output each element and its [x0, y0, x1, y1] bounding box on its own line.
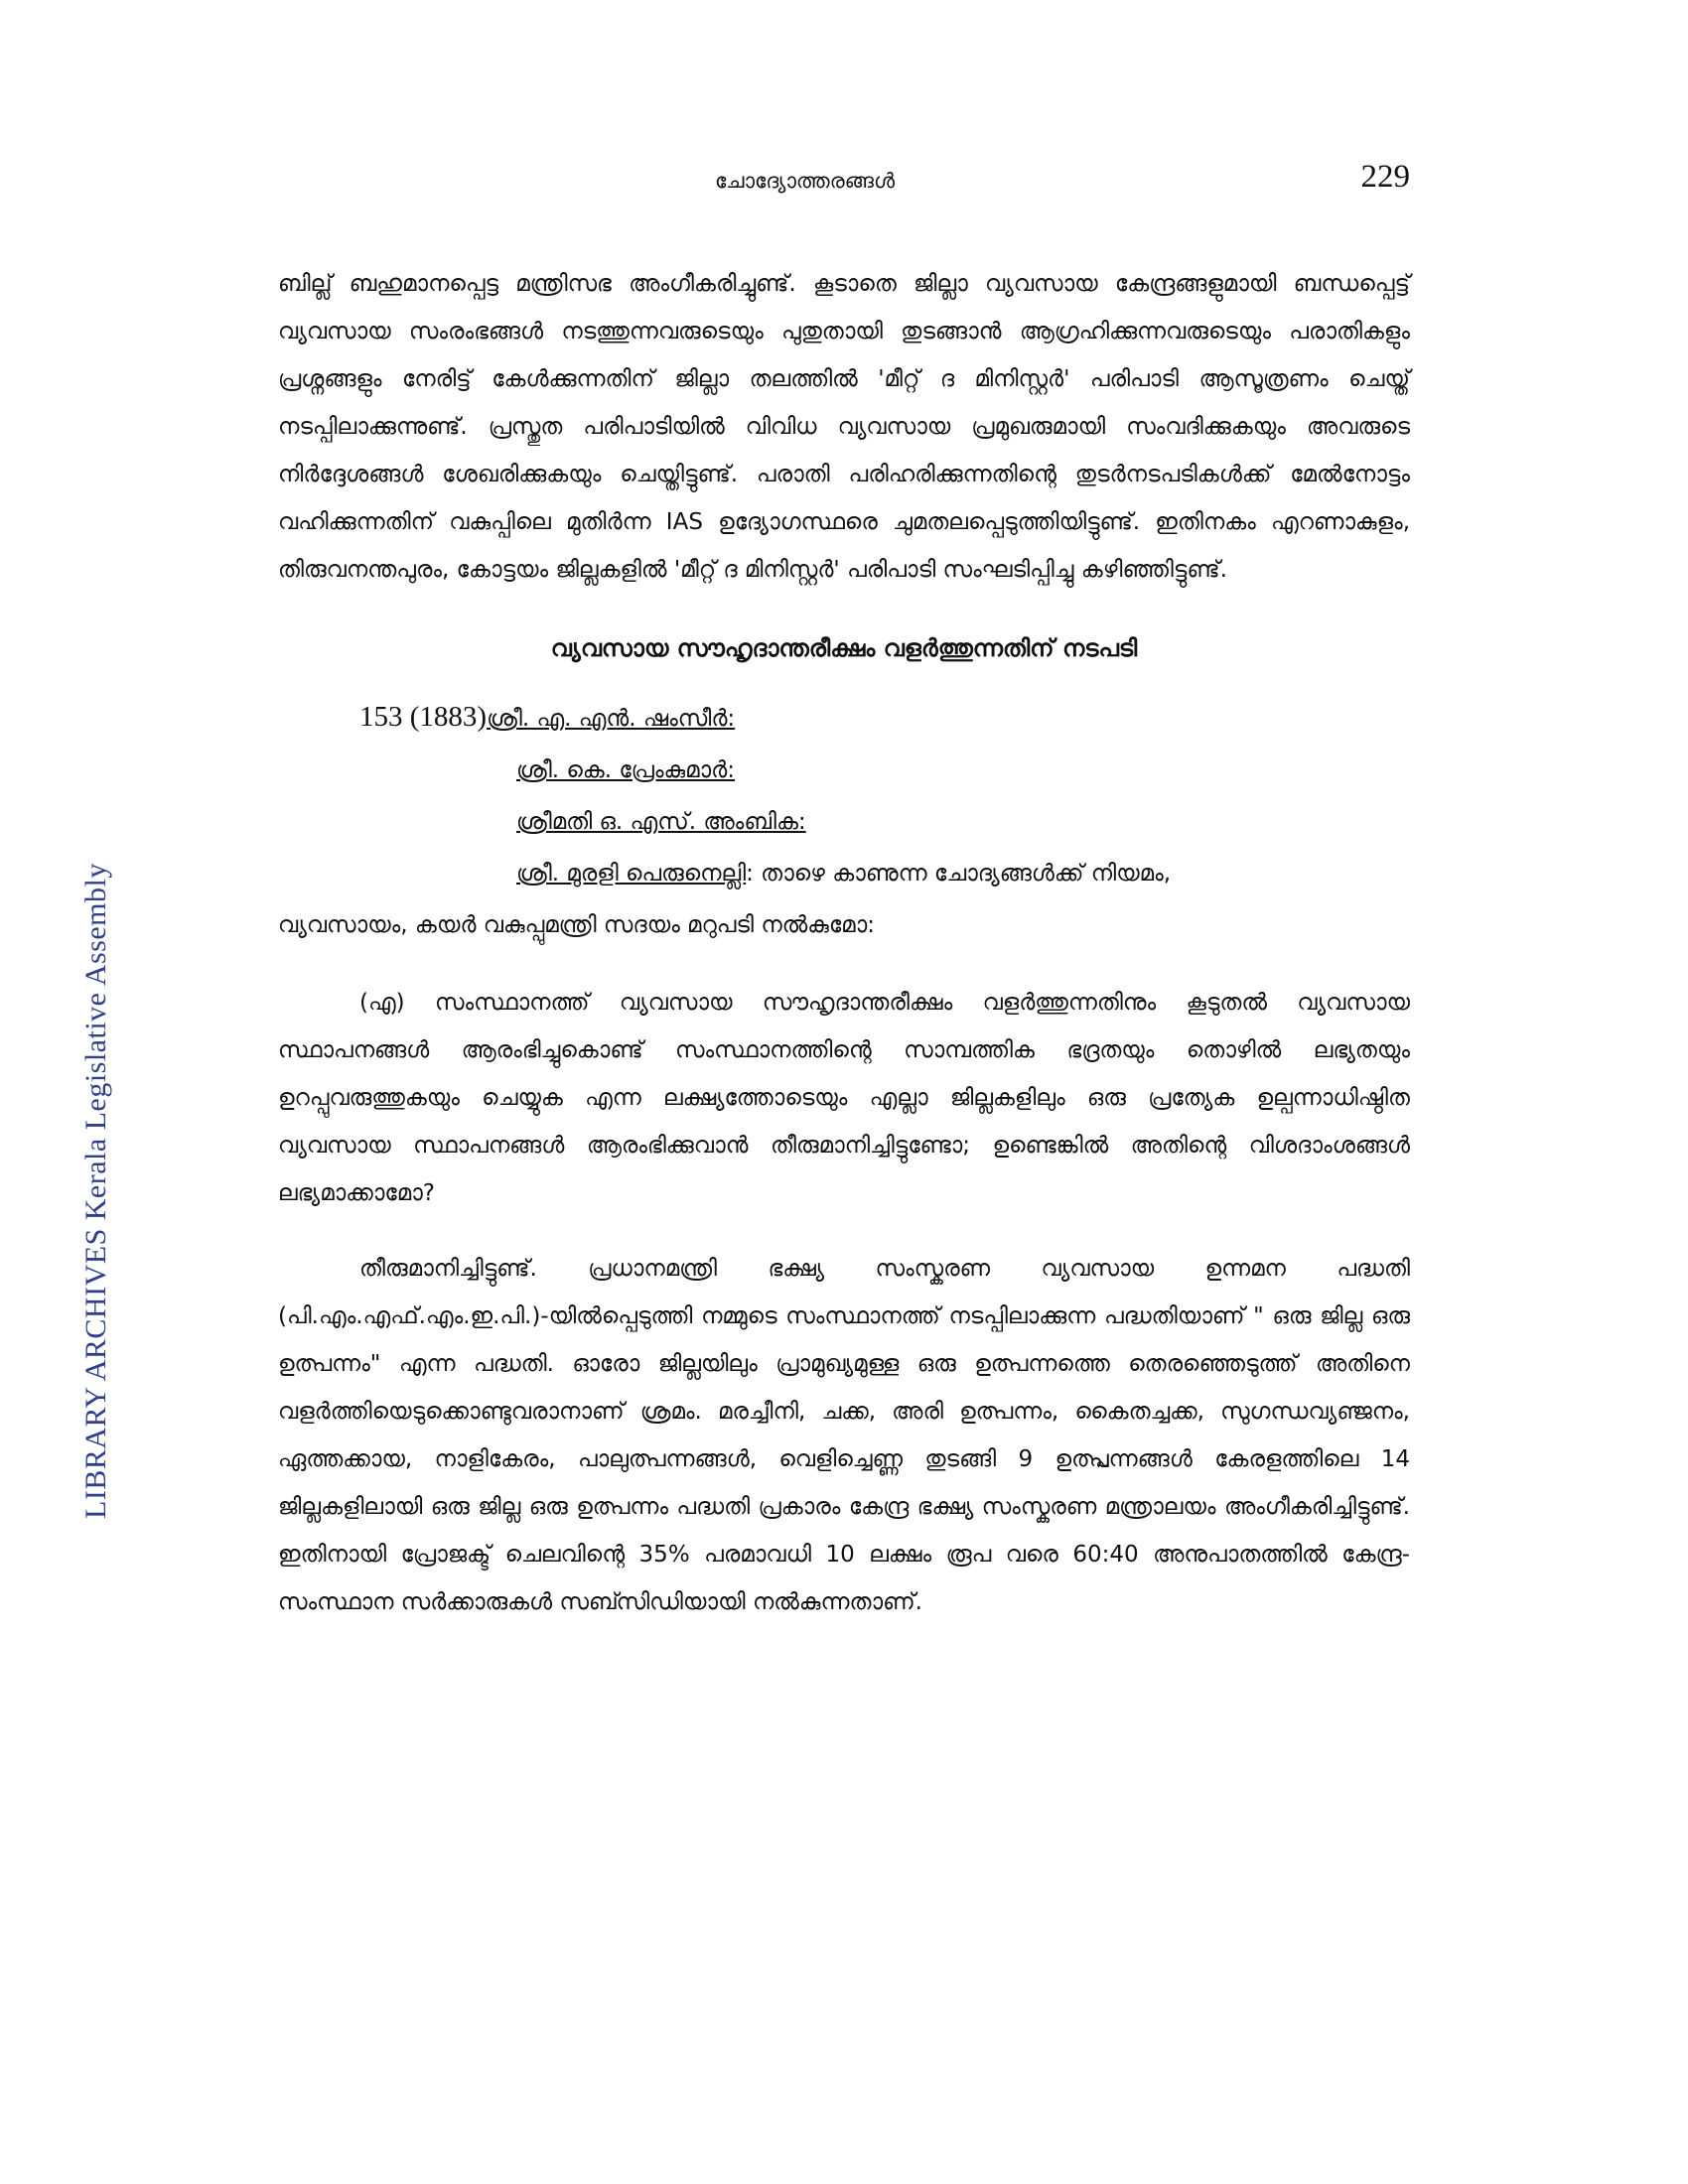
member-name: ശ്രീ. കെ. പ്രേംകുമാർ:	[516, 757, 736, 783]
answer-paragraph: തീരുമാനിച്ചിട്ടുണ്ട്. പ്രധാനമന്ത്രി ഭക്ഷ്യ സംസ്കരണ വ്യവസായ ഉന്നമന പദ്ധതി (പി.എം.എഫ്.എം.ഇ.പി.)-യിൽപ്പെടുത്തി നമ്മുടെ സംസ്ഥാനത്ത് നടപ്പിലാക്കുന്ന പദ്ധതിയാണ് " ഒരു ജില്ല ഒരു ഉത്പന്നം" എന്ന പദ്ധതി. ഓരോ ജില്ലയിലും പ്രാമുഖ്യമുള്ള ഒരു ഉത്പന്നത്തെ തെരഞ്ഞെടുത്ത് അതിനെ വളർത്തിയെടുക്കൊണ്ടുവരാനാണ് ശ്രമം. മരച്ചീനി, ചക്ക, അരി ഉത്പന്നം, കൈതച്ചക്ക, സുഗന്ധവ്യഞ്ജനം, ഏത്തക്കായ, നാളികേരം, പാലുത്പന്നങ്ങൾ, വെളിച്ചെണ്ണ തുടങ്ങി 9 ഉത്പ്പന്നങ്ങൾ കേരളത്തിലെ 14 ജില്ലകളിലായി ഒരു ജില്ല ഒരു ഉത്പന്നം പദ്ധതി പ്രകാരം കേന്ദ്ര ഭക്ഷ്യ സംസ്കരണ മന്ത്രാലയം അംഗീകരിച്ചിട്ടുണ്ട്. ഇതിനായി പ്രോജക്ട് ചെലവിന്റെ 35% പരമാവധി 10 ലക്ഷം രൂപ വരെ 60:40 അനുപാതത്തിൽ കേന്ദ്ര-സംസ്ഥാന സർക്കാരുകൾ സബ്സിഡിയായി നൽകുന്നതാണ്.	[278, 1256, 1410, 1615]
sub-question-a: (എ) സംസ്ഥാനത്ത് വ്യവസായ സൗഹൃദാന്തരീക്ഷം വളർത്തുന്നതിനും കൂടുതൽ വ്യവസായ സ്ഥാപനങ്ങൾ ആരംഭിച്ചുകൊണ്ട് സംസ്ഥാനത്തിന്റെ സാമ്പത്തിക ഭദ്രതയും തൊഴിൽ ലഭ്യതയും ഉറപ്പുവരുത്തുകയും ചെയ്യുക എന്ന ലക്ഷ്യത്തോടെയും എല്ലാ ജില്ലകളിലും ഒരു പ്രത്യേക ഉല്പന്നാധിഷ്ഠിത വ്യവസായ സ്ഥാപനങ്ങൾ ആരംഭിക്കുവാൻ തീരുമാനിച്ചിട്ടുണ്ടോ; ഉണ്ടെങ്കിൽ അതിന്റെ വിശദാംശങ്ങൾ ലഭ്യമാക്കാമോ?	[278, 990, 1410, 1206]
question-first-line	[278, 691, 1410, 745]
question-number: 153 (1883)	[359, 701, 488, 733]
question-block	[278, 691, 1410, 951]
member-line	[278, 745, 1410, 796]
addressed-to: വ്യവസായം, കയർ വകുപ്പുമന്ത്രി സദയം മറുപടി നൽകുമോ:	[278, 912, 876, 938]
watermark-text: LIBRARY ARCHIVES Kerala Legislative Assembly	[79, 863, 112, 1519]
member-line	[278, 796, 1410, 848]
member-name: ശ്രീ. എ. എൻ. ഷംസീർ:	[487, 706, 736, 732]
running-title: ചോദ്യോത്തരങ്ങൾ	[715, 169, 896, 193]
member-line	[278, 848, 1410, 899]
member-name: ശ്രീ. മുരളി പെരുനെല്ലി	[516, 861, 747, 887]
section-heading: വ്യവസായ സൗഹൃദാന്തരീക്ഷം വളർത്തുന്നതിന് നടപടി	[550, 634, 1138, 662]
page-header	[278, 159, 1410, 208]
question-intro: : താഴെ കാണുന്ന ചോദ്യങ്ങൾക്ക് നിയമം,	[746, 861, 1172, 887]
intro-paragraph: ബില്ല് ബഹുമാനപ്പെട്ട മന്ത്രിസഭ അംഗീകരിച്ചുണ്ട്. കൂടാതെ ജില്ലാ വ്യവസായ കേന്ദ്രങ്ങളുമായി ബന്ധപ്പെട്ട് വ്യവസായ സംരംഭങ്ങൾ നടത്തുന്നവരുടെയും പുതുതായി തുടങ്ങാൻ ആഗ്രഹിക്കുന്നവരുടെയും പരാതികളും പ്രശ്നങ്ങളും നേരിട്ട് കേൾക്കുന്നതിന് ജില്ലാ തലത്തിൽ 'മീറ്റ് ദ മിനിസ്റ്റർ' പരിപാടി ആസൂത്രണം ചെയ്ത് നടപ്പിലാക്കുന്നുണ്ട്. പ്രസ്തുത പരിപാടിയിൽ വിവിധ വ്യവസായ പ്രമുഖരുമായി സംവദിക്കുകയും അവരുടെ നിർദ്ദേശങ്ങൾ ശേഖരിക്കുകയും ചെയ്തിട്ടുണ്ട്. പരാതി പരിഹരിക്കുന്നതിന്റെ തുടർനടപടികൾക്ക് മേൽനോട്ടം വഹിക്കുന്നതിന് വകുപ്പിലെ മുതിർന്ന IAS ഉദ്യോഗസ്ഥരെ ചുമതലപ്പെടുത്തിയിട്ടുണ്ട്. ഇതിനകം എറണാകുളം, തിരുവനന്തപുരം, കോട്ടയം ജില്ലകളിൽ 'മീറ്റ് ദ മിനിസ്റ്റർ' പരിപാടി സംഘടിപ്പിച്ചു കഴിഞ്ഞിട്ടുണ്ട്.	[278, 271, 1410, 583]
member-name: ശ്രീമതി ഒ. എസ്. അംബിക:	[516, 809, 806, 835]
page-content	[278, 260, 1410, 1626]
page-number: 229	[1360, 159, 1410, 195]
